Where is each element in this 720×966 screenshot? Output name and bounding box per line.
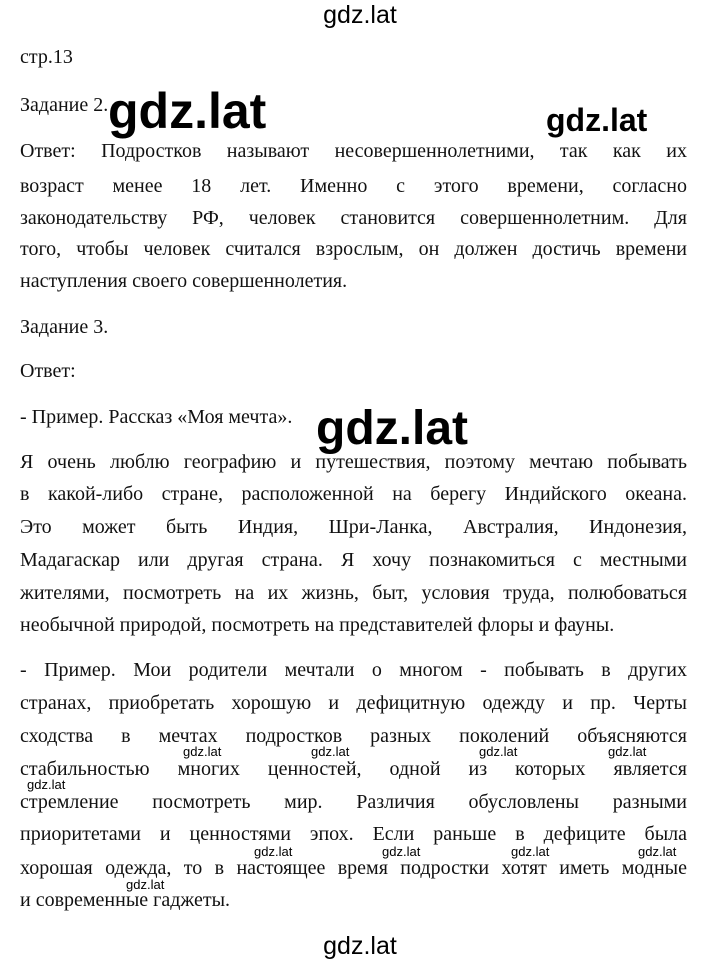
paragraph-line: сходства в мечтах подростков разных поколений объясняются [20, 725, 687, 747]
paragraph-line: того, чтобы человек считался взрослым, он должен достичь времени [20, 238, 687, 260]
paragraph-line: законодательству РФ, человек становится совершеннолетним. Для [20, 207, 687, 229]
paragraph-line: в какой-либо стране, расположенной на берегу Индийского океана. [20, 483, 687, 505]
task-2-title: Задание 2. [20, 94, 109, 116]
task-3-answer-label: Ответ: [20, 360, 76, 382]
watermark-small: gdz.lat [183, 744, 222, 759]
paragraph-line: Мадагаскар или другая страна. Я хочу познакомиться с местными [20, 549, 687, 571]
watermark-large: gdz.lat [316, 402, 468, 455]
watermark-header: gdz.lat [323, 1, 397, 29]
paragraph-line: хорошая одежда, то в настоящее время подростки хотят иметь модные [20, 857, 687, 879]
paragraph-line: возраст менее 18 лет. Именно с этого времени, согласно [20, 175, 687, 197]
watermark-small: gdz.lat [126, 877, 165, 892]
paragraph-line: жителями, посмотреть на их жизнь, быт, условия труда, полюбоваться [20, 582, 687, 604]
watermark-small: gdz.lat [479, 744, 518, 759]
watermark-large: gdz.lat [108, 83, 267, 139]
paragraph-line: странах, приобретать хорошую и дефицитную одежду и пр. Черты [20, 692, 687, 714]
watermark-footer: gdz.lat [323, 932, 397, 960]
paragraph-line: стремление посмотреть мир. Различия обусловлены разными [20, 791, 687, 813]
paragraph-line: наступления своего совершеннолетия. [20, 270, 348, 292]
watermark-medium: gdz.lat [546, 102, 648, 138]
paragraph-line: Ответ: Подростков называют несовершеннолетними, так как их [20, 140, 687, 162]
paragraph-line: стабильностью многих ценностей, одной из которых является [20, 758, 687, 780]
paragraph-line: приоритетами и ценностями эпох. Если раньше в дефиците была [20, 823, 687, 845]
task-3-title: Задание 3. [20, 316, 109, 338]
watermark-small: gdz.lat [254, 844, 293, 859]
paragraph-line: - Пример. Мои родители мечтали о многом - побывать в других [20, 659, 687, 681]
watermark-small: gdz.lat [27, 777, 66, 792]
paragraph-line: и современные гаджеты. [20, 889, 231, 911]
watermark-small: gdz.lat [608, 744, 647, 759]
watermark-small: gdz.lat [638, 844, 677, 859]
paragraph-line: необычной природой, посмотреть на представителей флоры и фауны. [20, 614, 615, 636]
paragraph-line: Это может быть Индия, Шри-Ланка, Австралия, Индонезия, [20, 516, 687, 538]
watermark-small: gdz.lat [511, 844, 550, 859]
example-1-title: - Пример. Рассказ «Моя мечта». [20, 406, 293, 428]
page-number: стр.13 [20, 46, 73, 68]
paragraph-line: Я очень люблю географию и путешествия, поэтому мечтаю побывать [20, 451, 687, 473]
watermark-small: gdz.lat [311, 744, 350, 759]
watermark-small: gdz.lat [382, 844, 421, 859]
